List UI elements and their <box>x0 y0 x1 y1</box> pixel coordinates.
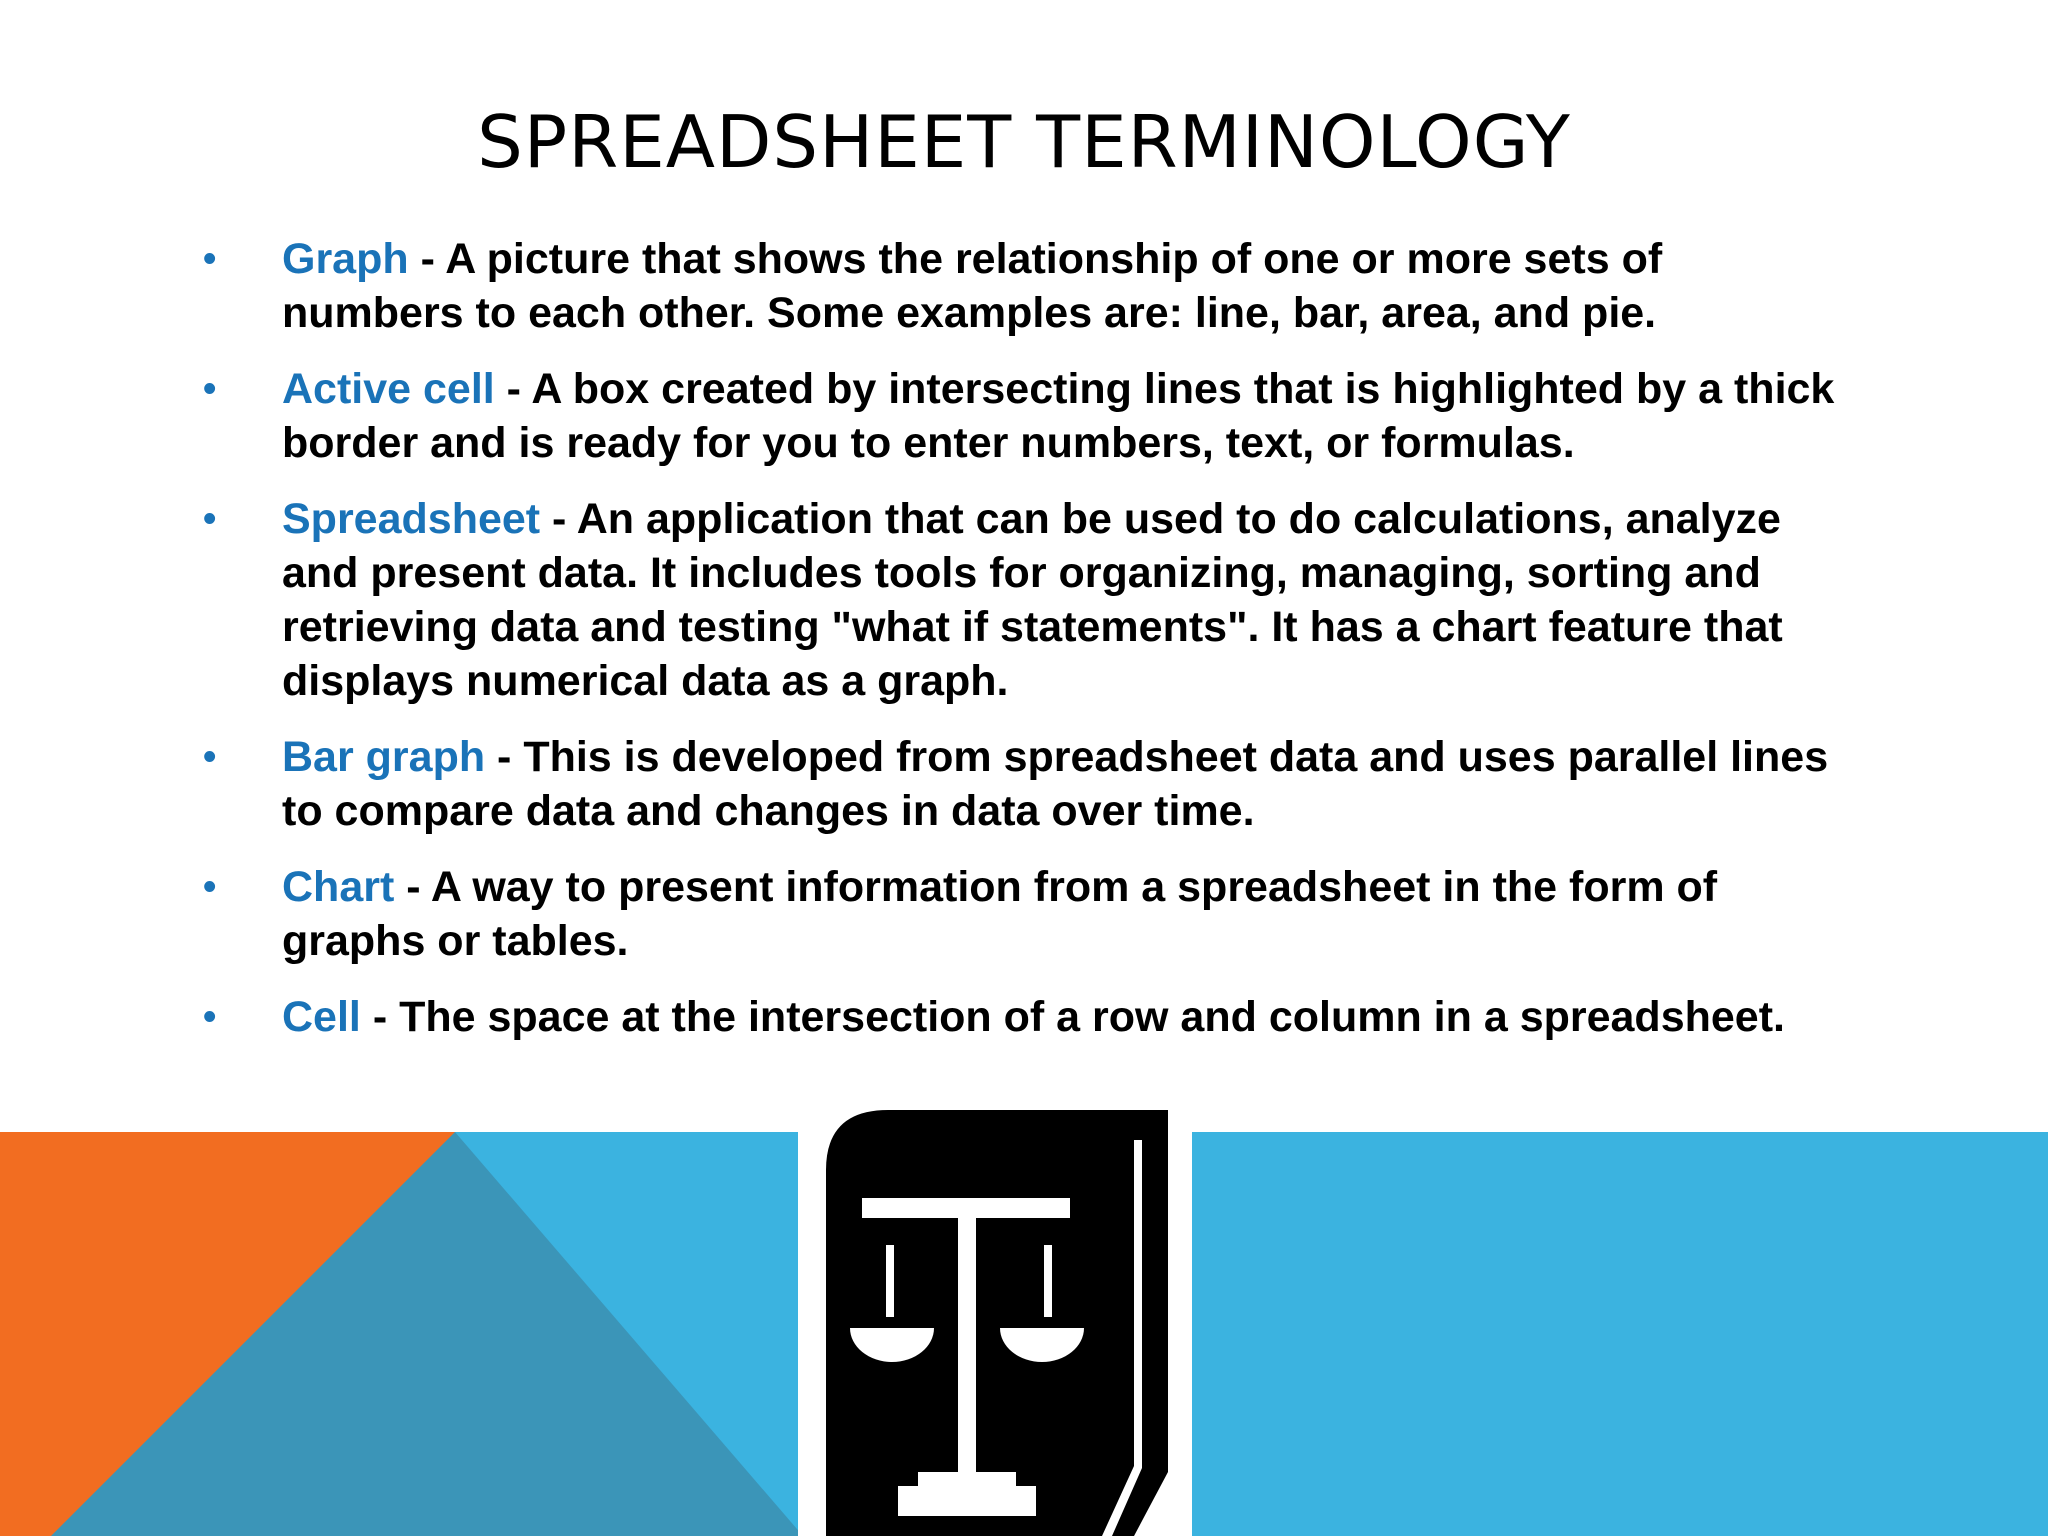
bullet-icon: • <box>203 736 217 778</box>
law-book-icon-frame <box>798 1100 1192 1536</box>
term-definition: - This is developed from spreadsheet data and uses parallel lines to compare data and changes in data over time. <box>282 733 1829 835</box>
term-name: Bar graph <box>282 733 486 781</box>
term-item-bar-graph <box>195 730 1855 838</box>
term-item-cell <box>195 990 1855 1044</box>
bullet-icon: • <box>203 368 217 410</box>
term-item-graph <box>195 232 1855 340</box>
law-book-scales-icon <box>798 1100 1192 1536</box>
bullet-icon: • <box>203 498 217 540</box>
term-definition: - An application that can be used to do calculations, analyze and present data. It includes tools for organizing, managing, sorting and retrieving data and testing "what if statements". It has a chart feature that displays numerical data as a graph. <box>282 495 1783 705</box>
term-name: Spreadsheet <box>282 495 541 543</box>
term-definition: - A way to present information from a spreadsheet in the form of graphs or tables. <box>282 863 1718 965</box>
term-definition: - The space at the intersection of a row and column in a spreadsheet. <box>360 993 1785 1041</box>
term-item-spreadsheet <box>195 492 1855 708</box>
bullet-icon: • <box>203 238 217 280</box>
term-name: Chart <box>282 863 395 911</box>
term-list <box>195 232 1855 1066</box>
term-definition: - A picture that shows the relationship of one or more sets of numbers to each other. Some examples are: line, bar, area, and pie. <box>282 235 1663 337</box>
term-item-active-cell <box>195 362 1855 470</box>
term-item-chart <box>195 860 1855 968</box>
term-definition: - A box created by intersecting lines that is highlighted by a thick border and is ready for you to enter numbers, text, or formulas. <box>282 365 1835 467</box>
bullet-icon: • <box>203 996 217 1038</box>
slide-title: SPREADSHEET TERMINOLOGY <box>477 100 1571 184</box>
bullet-icon: • <box>203 866 217 908</box>
term-name: Cell <box>282 993 361 1041</box>
term-name: Graph <box>282 235 409 283</box>
term-name: Active cell <box>282 365 495 413</box>
